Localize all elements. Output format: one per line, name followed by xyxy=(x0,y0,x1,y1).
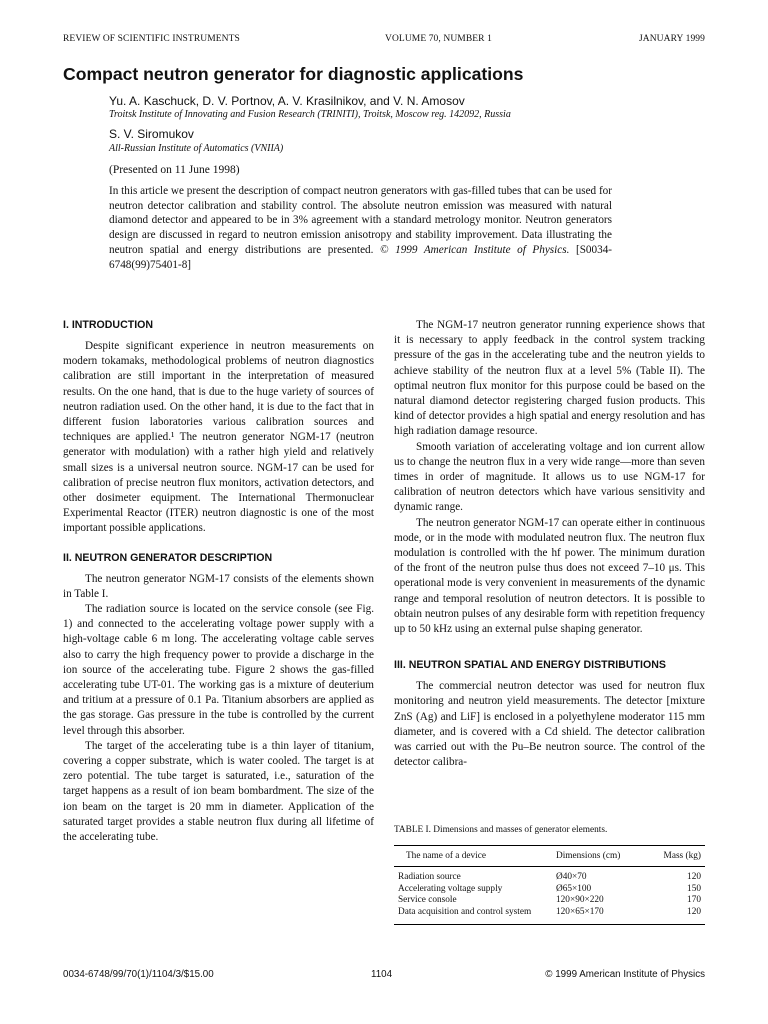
table-cell-device: Data acquisition and control system xyxy=(394,907,556,924)
page-footer xyxy=(63,969,705,983)
table-cell-device: Service console xyxy=(398,895,457,906)
column-header-device: The name of a device xyxy=(394,846,556,867)
table-row xyxy=(394,895,705,907)
paragraph-desc-4: The NGM-17 neutron generator running experience shows that it is necessary to apply feedback in the control system tracking pressure of the gas in the accelerating tube and the neutron yields to achieve stability of the neutron flux at a level 5% (Table II). The optimal neutron flux monitor for this purpose could be based on the natural diamond detector registering charged fusion products. This kind of detector provides a high spatial and energy resolution and has high radiation damage resource. xyxy=(394,319,705,438)
table-row xyxy=(394,867,705,884)
page-number: 1104 xyxy=(371,969,393,980)
paragraph-desc-1: The neutron generator NGM-17 consists of the elements shown in Table I. xyxy=(63,572,374,600)
table-cell-dimensions: Ø40×70 xyxy=(556,872,587,882)
table-header-row xyxy=(394,846,705,867)
section-heading-distributions: III. NEUTRON SPATIAL AND ENERGY DISTRIBUTIONS xyxy=(394,659,666,672)
table-cell-dimensions: Ø65×100 xyxy=(556,883,592,894)
table-cell-dimensions: 120×90×220 xyxy=(556,895,604,906)
abstract-code: [S0034-6748(99)75401-8] xyxy=(109,243,613,271)
section-heading-generator-description: II. NEUTRON GENERATOR DESCRIPTION xyxy=(63,551,273,564)
paragraph-desc-6: The neutron generator NGM-17 can operate either in continuous mode, or in the mode with modulated neutron flux. The neutron flux modulation is controlled with the hf power. The minimum duration of the front of the neutron pulse thus does not exceed 7–10 μs. This operational mode is very convenient in measurements of the dynamic range and temporal resolution of neutron detectors. It is possible to obtain neutron pulses of any desirable form with repetition frequency up to 50 kHz using an external pulse shaping generator. xyxy=(394,516,705,636)
abstract-text: In this article we present the description of compact neutron generators with gas-filled tubes that can be used for neutron detector calibration and stability control. The absolute neutron emission was measured with natural diamond detector and appeared to be in 3% agreement with a standard metrology monitor. Neutron generators design are discussed in regard to neutron emission anisotropy and stability improvement. Data illustrating the neutron spatial and energy distributions are presented. xyxy=(109,185,612,256)
paragraph-desc-2: The radiation source is located on the service console (see Fig. 1) and connected to the accelerating voltage power supply with a high-voltage cable 6 m long. The accelerating voltage cable serves also to carry the high frequency power to provide a discharge in the ion source of the accelerating tube. Figure 2 shows the gas-filled accelerating tube UT-01. The working gas is a mixture of deuterium and tritium at a pressure of 0.1 Pa. Titanium absorbers are applied as the gas storage. Gas pressure in the tube is controlled by the current level through this absorber. xyxy=(63,603,374,737)
affiliation-vniia: All-Russian Institute of Automatics (VNIIA) xyxy=(109,143,284,154)
table-cell-dimensions: 120×65×170 xyxy=(556,907,656,924)
table-cell-mass: 120 xyxy=(687,872,701,882)
column-header-dimensions: Dimensions (cm) xyxy=(556,846,656,867)
paragraph-intro-1: Despite significant experience in neutron measurements on modern tokamaks, methodological problems of neutron diagnostics calibration are still important in the interpretation of measured results. On the one hand, that is due to the huge variety of sources of neutron radiation used. On the other hand, it is due to the fact that in different fusion laboratories various calibration sources and techniques are applied.¹ The neutron generator NGM-17 (neutron generator with modulation) with a rather high yield and relatively small sizes is a universal neutron source. NGM-17 can be used for calibration of precise neutron flux monitors, activation detectors, and other dosimeter equipment. The International Thermonuclear Experimental Reactor (ITER) neutron diagnostic is one of the most important possible applications. xyxy=(63,340,374,535)
table-row xyxy=(394,884,705,896)
running-head xyxy=(63,34,705,48)
section-heading-introduction: I. INTRODUCTION xyxy=(63,319,154,331)
table-cell-mass: 120 xyxy=(656,907,705,924)
journal-name: REVIEW OF SCIENTIFIC INSTRUMENTS xyxy=(63,34,240,44)
table-generator-elements xyxy=(394,845,705,925)
table-row xyxy=(394,907,705,924)
column-header-mass: Mass (kg) xyxy=(656,846,705,867)
paragraph-desc-5: Smooth variation of accelerating voltage and ion current allow us to change the neutron flux in a very wide range—more than seven times in order of magnitude. It allows us to use NGM-17 for calibration of neutron detectors which have various sensitivity and dynamic range. xyxy=(394,440,705,514)
paragraph-desc-3: The target of the accelerating tube is a thin layer of titanium, covering a copper substrate, which is water cooled. The target is at zero potential. The tube target is saturated, i.e., saturation of the target happens as a result of ion beam bombardment. The size of the ion beam on the target is 20 mm in diameter. Application of the saturated target provides a stable neutron flux during all lifetime of the accelerating tube. xyxy=(63,739,374,844)
affiliation-triniti: Troitsk Institute of Innovating and Fusion Research (TRINITI), Troitsk, Moscow reg. 142092, Russia xyxy=(109,109,511,120)
abstract xyxy=(109,184,612,272)
article-title: Compact neutron generator for diagnostic applications xyxy=(63,64,524,84)
left-column xyxy=(63,318,374,845)
issue-date: JANUARY 1999 xyxy=(638,34,705,44)
author-second-group: S. V. Siromukov xyxy=(109,127,194,141)
abstract-copyright: © 1999 American Institute of Physics. xyxy=(380,243,570,256)
right-column xyxy=(394,318,705,770)
table-cell-device: Radiation source xyxy=(398,872,461,882)
table-cell-device: Accelerating voltage supply xyxy=(398,883,503,894)
paragraph-dist-1: The commercial neutron detector was used for neutron flux monitoring and neutron yield measurements. The detector [mixture ZnS (Ag) and LiF] is enclosed in a polyethylene moderator 115 mm diameter, and is covered with a Cd shield. The detector calibration was carried out with the Pu–Be neutron source. The control of the detector calibra- xyxy=(394,680,705,769)
table-caption: TABLE I. Dimensions and masses of generator elements. xyxy=(394,825,608,835)
footer-copyright: © 1999 American Institute of Physics xyxy=(545,969,705,980)
footer-article-code: 0034-6748/99/70(1)/1104/3/$15.00 xyxy=(63,969,214,980)
table-cell-mass: 170 xyxy=(687,895,701,906)
table-1 xyxy=(394,825,705,925)
table-cell-mass: 150 xyxy=(687,883,701,894)
author-list: Yu. A. Kaschuck, D. V. Portnov, A. V. Krasilnikov, and V. N. Amosov xyxy=(109,94,465,108)
volume-number: VOLUME 70, NUMBER 1 xyxy=(385,34,492,44)
presented-date: (Presented on 11 June 1998) xyxy=(109,164,240,176)
